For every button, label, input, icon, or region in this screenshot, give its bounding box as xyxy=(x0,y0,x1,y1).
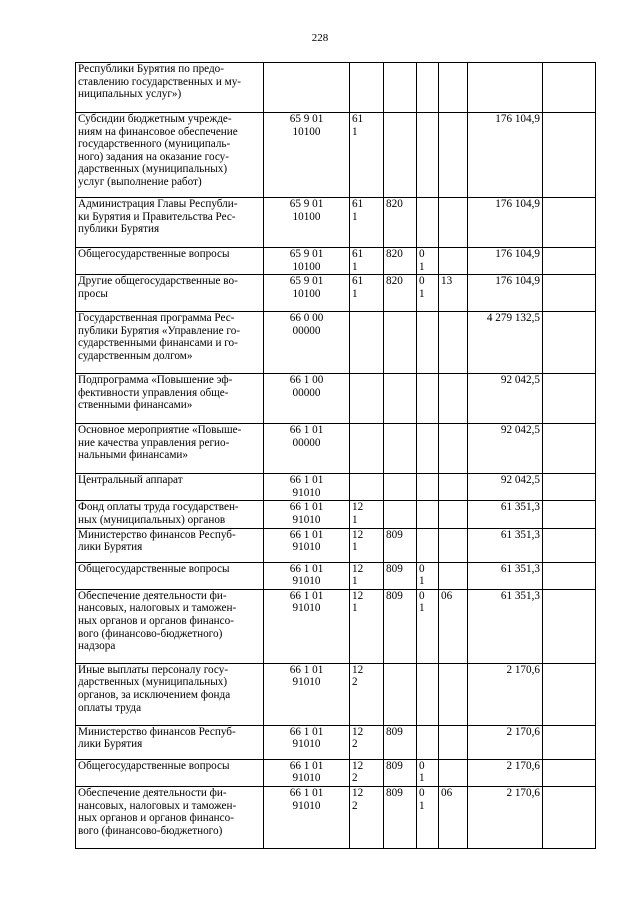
empty-cell xyxy=(543,374,596,424)
subsection-code xyxy=(439,759,468,786)
section-code-text: 0 1 xyxy=(419,786,425,812)
department-code-text: 820 xyxy=(386,275,403,288)
department-code-text: 809 xyxy=(386,528,403,541)
amount-value-text: 61 351,3 xyxy=(500,528,540,541)
section-code xyxy=(417,474,439,501)
table-row xyxy=(76,501,596,528)
target-article-code-text: 66 1 01 91010 xyxy=(289,759,324,785)
expense-type-code-text: 12 1 xyxy=(352,501,364,526)
section-code xyxy=(417,562,439,589)
section-code xyxy=(417,424,439,474)
amount-value-text: 2 170,6 xyxy=(506,786,540,799)
department-code xyxy=(384,374,417,424)
amount-value xyxy=(468,562,543,589)
amount-value xyxy=(468,663,543,725)
budget-item-name xyxy=(76,374,264,424)
expense-type-code xyxy=(350,63,384,113)
department-code xyxy=(384,528,417,562)
target-article-code-text: 65 9 01 10100 xyxy=(289,198,324,223)
table-row xyxy=(76,562,596,589)
table-row xyxy=(76,663,596,725)
department-code xyxy=(384,725,417,759)
expense-type-code xyxy=(350,275,384,312)
target-article-code xyxy=(264,786,350,848)
table-row xyxy=(76,725,596,759)
amount-value-text: 176 104,9 xyxy=(495,113,540,125)
budget-item-name-text: Фонд оплаты труда государствен- ных (муниципальных) органов xyxy=(78,501,239,526)
budget-item-name-text: Основное мероприятие «Повыше- ние качества управления регио- нальными финансами» xyxy=(78,424,242,462)
target-article-code-text: 66 1 01 91010 xyxy=(289,589,324,615)
department-code xyxy=(384,474,417,501)
amount-value xyxy=(468,786,543,848)
target-article-code xyxy=(264,725,350,759)
budget-item-name-text: Министерство финансов Респуб- лики Бурятия xyxy=(78,725,236,751)
department-code xyxy=(384,312,417,374)
section-code xyxy=(417,275,439,312)
target-article-code xyxy=(264,63,350,113)
amount-value xyxy=(468,312,543,374)
budget-table xyxy=(75,62,596,849)
department-code xyxy=(384,248,417,275)
amount-value xyxy=(468,474,543,501)
table-row xyxy=(76,312,596,374)
expense-type-code-text: 12 2 xyxy=(352,725,364,751)
empty-cell xyxy=(543,786,596,848)
empty-cell xyxy=(543,562,596,589)
empty-cell xyxy=(543,424,596,474)
budget-item-name-text: Министерство финансов Респуб- лики Бурятия xyxy=(78,528,236,554)
target-article-code-text: 66 1 01 91010 xyxy=(289,528,324,554)
amount-value xyxy=(468,589,543,663)
target-article-code xyxy=(264,474,350,501)
amount-value-text: 2 170,6 xyxy=(506,725,540,738)
target-article-code-text: 66 1 01 91010 xyxy=(289,786,324,812)
target-article-code-text: 66 1 00 00000 xyxy=(289,374,324,399)
target-article-code xyxy=(264,275,350,312)
expense-type-code xyxy=(350,248,384,275)
expense-type-code xyxy=(350,725,384,759)
target-article-code xyxy=(264,374,350,424)
department-code xyxy=(384,663,417,725)
section-code xyxy=(417,501,439,528)
target-article-code-text: 66 1 01 91010 xyxy=(289,663,324,689)
department-code-text: 809 xyxy=(386,786,403,799)
target-article-code xyxy=(264,562,350,589)
budget-item-name xyxy=(76,113,264,198)
amount-value-text: 61 351,3 xyxy=(500,562,540,575)
subsection-code xyxy=(439,725,468,759)
section-code xyxy=(417,528,439,562)
target-article-code-text: 65 9 01 10100 xyxy=(289,248,324,273)
target-article-code xyxy=(264,528,350,562)
amount-value-text: 176 104,9 xyxy=(495,198,540,210)
expense-type-code-text: 61 1 xyxy=(352,198,364,223)
target-article-code xyxy=(264,663,350,725)
department-code xyxy=(384,786,417,848)
empty-cell xyxy=(543,312,596,374)
budget-item-name xyxy=(76,474,264,501)
expense-type-code-text: 12 2 xyxy=(352,663,364,689)
expense-type-code xyxy=(350,759,384,786)
budget-item-name xyxy=(76,725,264,759)
subsection-code xyxy=(439,589,468,663)
expense-type-code-text: 61 1 xyxy=(352,248,364,273)
amount-value xyxy=(468,374,543,424)
empty-cell xyxy=(543,725,596,759)
subsection-code xyxy=(439,562,468,589)
target-article-code-text: 66 1 01 91010 xyxy=(289,725,324,751)
budget-item-name-text: Общегосударственные вопросы xyxy=(78,759,230,772)
section-code-text: 0 1 xyxy=(419,589,425,615)
department-code-text: 809 xyxy=(386,589,403,602)
budget-item-name xyxy=(76,528,264,562)
subsection-code-text: 06 xyxy=(441,786,453,799)
empty-cell xyxy=(543,63,596,113)
empty-cell xyxy=(543,198,596,248)
amount-value xyxy=(468,528,543,562)
target-article-code-text: 66 1 01 91010 xyxy=(289,501,324,526)
section-code xyxy=(417,248,439,275)
amount-value-text: 92 042,5 xyxy=(500,474,540,487)
subsection-code xyxy=(439,275,468,312)
amount-value xyxy=(468,63,543,113)
target-article-code-text: 66 1 01 91010 xyxy=(289,474,324,499)
table-row xyxy=(76,248,596,275)
expense-type-code xyxy=(350,562,384,589)
amount-value xyxy=(468,113,543,198)
expense-type-code xyxy=(350,374,384,424)
section-code xyxy=(417,113,439,198)
budget-item-name xyxy=(76,63,264,113)
subsection-code xyxy=(439,474,468,501)
amount-value xyxy=(468,248,543,275)
amount-value-text: 2 170,6 xyxy=(506,759,540,772)
budget-item-name xyxy=(76,663,264,725)
section-code xyxy=(417,725,439,759)
expense-type-code xyxy=(350,528,384,562)
department-code xyxy=(384,275,417,312)
expense-type-code xyxy=(350,589,384,663)
expense-type-code xyxy=(350,786,384,848)
table-row xyxy=(76,786,596,848)
target-article-code xyxy=(264,312,350,374)
budget-item-name-text: Обеспечение деятельности фи- нансовых, налоговых и таможен- ных органов и органов финансо- вого (финансово-бюджетного) надзора xyxy=(78,589,237,653)
target-article-code-text: 66 1 01 91010 xyxy=(289,562,324,588)
target-article-code xyxy=(264,198,350,248)
department-code-text: 820 xyxy=(386,248,403,260)
table-row xyxy=(76,198,596,248)
expense-type-code xyxy=(350,663,384,725)
department-code-text: 820 xyxy=(386,198,403,210)
expense-type-code xyxy=(350,312,384,374)
empty-cell xyxy=(543,759,596,786)
section-code xyxy=(417,198,439,248)
amount-value-text: 92 042,5 xyxy=(500,374,540,387)
expense-type-code-text: 12 2 xyxy=(352,759,364,785)
target-article-code xyxy=(264,424,350,474)
empty-cell xyxy=(543,275,596,312)
amount-value xyxy=(468,759,543,786)
department-code xyxy=(384,198,417,248)
expense-type-code-text: 12 1 xyxy=(352,589,364,615)
budget-item-name xyxy=(76,786,264,848)
section-code xyxy=(417,663,439,725)
table-row xyxy=(76,528,596,562)
expense-type-code xyxy=(350,198,384,248)
section-code xyxy=(417,63,439,113)
department-code xyxy=(384,424,417,474)
amount-value xyxy=(468,501,543,528)
target-article-code xyxy=(264,248,350,275)
amount-value-text: 61 351,3 xyxy=(500,501,540,514)
department-code-text: 809 xyxy=(386,759,403,772)
expense-type-code-text: 61 1 xyxy=(352,275,364,300)
subsection-code xyxy=(439,312,468,374)
table-row xyxy=(76,275,596,312)
target-article-code-text: 65 9 01 10100 xyxy=(289,275,324,300)
target-article-code-text: 66 1 01 00000 xyxy=(289,424,324,449)
subsection-code xyxy=(439,198,468,248)
subsection-code xyxy=(439,786,468,848)
section-code xyxy=(417,374,439,424)
budget-item-name xyxy=(76,759,264,786)
budget-item-name-text: Субсидии бюджетным учрежде- ниям на финансовое обеспечение государственного (муниципаль- ного) задания на оказание госу- дарственных (муниципальных) услуг (выполнение работ) xyxy=(78,113,238,188)
empty-cell xyxy=(543,528,596,562)
table-row xyxy=(76,63,596,113)
empty-cell xyxy=(543,113,596,198)
target-article-code-text: 66 0 00 00000 xyxy=(289,312,324,337)
target-article-code xyxy=(264,501,350,528)
subsection-code-text: 06 xyxy=(441,589,453,602)
budget-item-name-text: Администрация Главы Республи- ки Бурятия и Правительства Рес- публики Бурятия xyxy=(78,198,238,236)
department-code-text: 809 xyxy=(386,562,403,575)
budget-item-name-text: Общегосударственные вопросы xyxy=(78,248,230,260)
budget-item-name-text: Обеспечение деятельности фи- нансовых, налоговых и таможен- ных органов и органов финансо- вого (финансово-бюджетного) xyxy=(78,786,237,837)
subsection-code-text: 13 xyxy=(441,275,453,288)
target-article-code xyxy=(264,113,350,198)
expense-type-code-text: 12 1 xyxy=(352,528,364,554)
amount-value xyxy=(468,275,543,312)
expense-type-code xyxy=(350,424,384,474)
target-article-code xyxy=(264,759,350,786)
subsection-code xyxy=(439,663,468,725)
expense-type-code-text: 12 2 xyxy=(352,786,364,812)
amount-value xyxy=(468,198,543,248)
table-row xyxy=(76,113,596,198)
department-code xyxy=(384,501,417,528)
target-article-code-text: 65 9 01 10100 xyxy=(289,113,324,138)
section-code-text: 0 1 xyxy=(419,248,425,273)
table-row xyxy=(76,474,596,501)
budget-item-name-text: Иные выплаты персоналу госу- дарственных (муниципальных) органов, за исключением фонда оплаты труда xyxy=(78,663,231,714)
budget-item-name xyxy=(76,589,264,663)
budget-item-name-text: Центральный аппарат xyxy=(78,474,183,487)
expense-type-code xyxy=(350,501,384,528)
section-code-text: 0 1 xyxy=(419,759,425,785)
budget-item-name xyxy=(76,312,264,374)
expense-type-code xyxy=(350,474,384,501)
empty-cell xyxy=(543,589,596,663)
subsection-code xyxy=(439,501,468,528)
budget-item-name xyxy=(76,424,264,474)
budget-item-name xyxy=(76,198,264,248)
subsection-code xyxy=(439,528,468,562)
empty-cell xyxy=(543,248,596,275)
empty-cell xyxy=(543,663,596,725)
table-row xyxy=(76,589,596,663)
budget-item-name-text: Другие общегосударственные во- просы xyxy=(78,275,238,300)
empty-cell xyxy=(543,501,596,528)
budget-item-name-text: Республики Бурятия по предо- ставлению государственных и му- ниципальных услуг») xyxy=(78,63,242,101)
department-code xyxy=(384,589,417,663)
budget-item-name-text: Государственная программа Рес- публики Бурятия «Управление го- сударственными финансами и го- сударственным долгом» xyxy=(78,312,241,362)
amount-value-text: 61 351,3 xyxy=(500,589,540,602)
department-code xyxy=(384,63,417,113)
section-code-text: 0 1 xyxy=(419,562,425,588)
amount-value xyxy=(468,725,543,759)
budget-item-name-text: Подпрограмма «Повышение эф- фективности управления обще- ственными финансами» xyxy=(78,374,233,412)
table-row xyxy=(76,759,596,786)
amount-value-text: 176 104,9 xyxy=(495,248,540,260)
subsection-code xyxy=(439,374,468,424)
subsection-code xyxy=(439,248,468,275)
expense-type-code-text: 61 1 xyxy=(352,113,364,138)
amount-value-text: 2 170,6 xyxy=(506,663,540,676)
target-article-code xyxy=(264,589,350,663)
subsection-code xyxy=(439,63,468,113)
budget-item-name-text: Общегосударственные вопросы xyxy=(78,562,230,575)
section-code xyxy=(417,759,439,786)
section-code xyxy=(417,786,439,848)
department-code xyxy=(384,759,417,786)
department-code-text: 809 xyxy=(386,725,403,738)
department-code xyxy=(384,113,417,198)
table-row xyxy=(76,374,596,424)
section-code xyxy=(417,312,439,374)
expense-type-code-text: 12 1 xyxy=(352,562,364,588)
subsection-code xyxy=(439,113,468,198)
budget-item-name xyxy=(76,501,264,528)
budget-item-name xyxy=(76,562,264,589)
table-row xyxy=(76,424,596,474)
budget-item-name xyxy=(76,248,264,275)
empty-cell xyxy=(543,474,596,501)
amount-value-text: 4 279 132,5 xyxy=(486,312,540,325)
expense-type-code xyxy=(350,113,384,198)
subsection-code xyxy=(439,424,468,474)
amount-value xyxy=(468,424,543,474)
page-number: 228 xyxy=(311,32,329,44)
department-code xyxy=(384,562,417,589)
budget-item-name xyxy=(76,275,264,312)
section-code xyxy=(417,589,439,663)
amount-value-text: 176 104,9 xyxy=(495,275,540,288)
section-code-text: 0 1 xyxy=(419,275,425,300)
amount-value-text: 92 042,5 xyxy=(500,424,540,437)
